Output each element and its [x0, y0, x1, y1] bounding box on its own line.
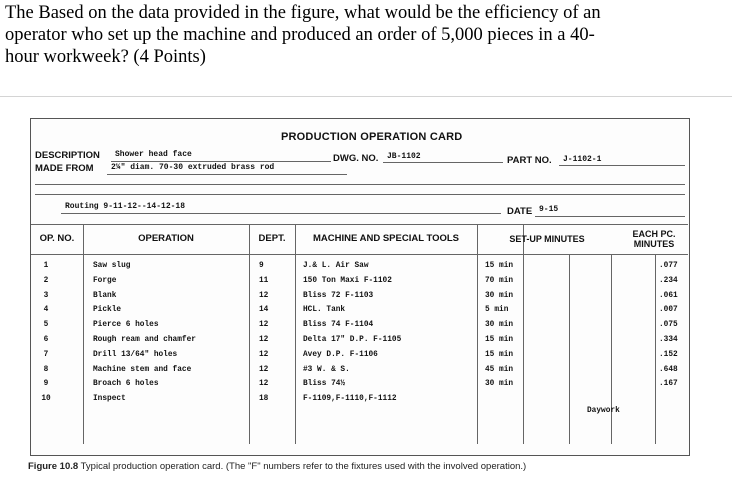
- cell-operation: Pierce 6 holes: [93, 321, 159, 330]
- card-title: PRODUCTION OPERATION CARD: [281, 131, 463, 143]
- cell-dept: 14: [259, 306, 269, 315]
- cell-dept: 18: [259, 395, 269, 404]
- cell-operation: Pickle: [93, 306, 122, 315]
- cell-each: .167: [659, 380, 678, 389]
- cell-operation: Broach 6 holes: [93, 380, 159, 389]
- cell-each: .061: [659, 291, 678, 300]
- question-text: The Based on the data provided in the figure, what would be the efficiency of an operator who set up the machine and produced an order of 5,000 pieces in a 40-hour workweek? (4 Points): [5, 3, 601, 67]
- date-label: DATE: [507, 206, 533, 217]
- table-row: [31, 290, 688, 305]
- cell-setup: 30 min: [485, 291, 514, 300]
- cell-operation: Drill 13/64" holes: [93, 350, 178, 359]
- header-dept: DEPT.: [258, 233, 286, 244]
- cell-setup: 15 min: [485, 336, 514, 344]
- cell-dept: 12: [259, 365, 269, 374]
- cell-dept: 12: [259, 336, 269, 344]
- cell-machine: Bliss 72 F-1103: [303, 291, 374, 300]
- cell-operation: Saw slug: [93, 262, 131, 270]
- cell-machine: HCL. Tank: [303, 306, 346, 315]
- cell-op: 3: [43, 291, 49, 300]
- cell-op: 9: [43, 380, 49, 389]
- table-row: [31, 319, 688, 334]
- cell-operation: Inspect: [93, 395, 126, 404]
- cell-machine: 150 Ton Maxi F-1102: [303, 276, 392, 285]
- table-row: [31, 260, 688, 275]
- cell-op: 4: [43, 306, 49, 315]
- figure-caption: [28, 461, 628, 473]
- table-row: [31, 275, 688, 290]
- cell-setup: 30 min: [485, 321, 514, 330]
- part-label: PART NO.: [507, 155, 552, 166]
- made-from-value: 2¼" diam. 70-30 extruded brass rod: [111, 163, 275, 172]
- cell-each: .234: [659, 276, 678, 285]
- cell-machine: Avey D.P. F-1106: [303, 350, 378, 359]
- cell-dept: 12: [259, 350, 269, 359]
- part-value: J-1102-1: [563, 155, 602, 164]
- header-setup: SET-UP MINUTES: [509, 234, 585, 244]
- cell-setup: 30 min: [485, 380, 514, 389]
- cell-operation: Rough ream and chamfer: [93, 336, 196, 344]
- cell-each: .077: [659, 262, 678, 270]
- cell-setup: 70 min: [485, 276, 514, 285]
- cell-op: 2: [43, 276, 49, 285]
- cell-setup: 45 min: [485, 365, 514, 374]
- table-row: [31, 364, 688, 379]
- header-op-no: OP. NO.: [39, 233, 75, 244]
- figure-label: Figure 10.8: [28, 461, 79, 472]
- table-row: [31, 393, 688, 408]
- cell-dept: 12: [259, 291, 269, 300]
- date-value: 9-15: [539, 205, 559, 214]
- description-label: DESCRIPTION: [35, 150, 100, 161]
- dwg-label: DWG. NO.: [333, 153, 379, 164]
- daywork-note: Daywork: [587, 407, 620, 415]
- cell-operation: Machine stem and face: [93, 365, 192, 374]
- divider: [0, 96, 732, 97]
- cell-machine: #3 W. & S.: [303, 365, 350, 374]
- cell-dept: 12: [259, 380, 269, 389]
- cell-machine: Bliss 74 F-1104: [303, 321, 374, 330]
- cell-machine: Bliss 74½: [303, 380, 346, 389]
- cell-op: 7: [43, 350, 49, 359]
- routing: Routing 9-11-12--14-12-18: [65, 202, 186, 211]
- cell-each: .334: [659, 336, 678, 344]
- table-row: [31, 349, 688, 364]
- header-operation: OPERATION: [138, 233, 194, 244]
- cell-operation: Forge: [93, 276, 117, 285]
- cell-setup: 5 min: [485, 306, 509, 315]
- cell-op: 5: [43, 321, 49, 330]
- dwg-value: JB-1102: [387, 152, 421, 161]
- figure-caption-text: Typical production operation card. (The "F" numbers refer to the fixtures used with the involved operation.): [80, 461, 527, 472]
- cell-each: .075: [659, 321, 678, 330]
- made-from-label: MADE FROM: [35, 163, 94, 174]
- header-machine: MACHINE AND SPECIAL TOOLS: [312, 233, 460, 244]
- cell-machine: J.& L. Air Saw: [303, 262, 369, 270]
- cell-dept: 9: [259, 262, 264, 270]
- cell-machine: F-1109,F-1110,F-1112: [303, 395, 397, 404]
- production-operation-card: [30, 118, 690, 456]
- cell-op: 8: [43, 365, 49, 374]
- cell-setup: 15 min: [485, 262, 514, 270]
- cell-setup: 15 min: [485, 350, 514, 359]
- cell-op: 1: [43, 262, 49, 270]
- table-row: [31, 304, 688, 319]
- cell-each: .007: [659, 306, 678, 315]
- description-value: Shower head face: [115, 150, 192, 159]
- table-row: [31, 334, 688, 349]
- cell-machine: Delta 17" D.P. F-1105: [303, 336, 402, 344]
- cell-dept: 11: [259, 276, 269, 285]
- cell-dept: 12: [259, 321, 269, 330]
- cell-op: 10: [41, 395, 51, 404]
- cell-op: 6: [43, 336, 49, 344]
- header-each: EACH PC. MINUTES: [632, 229, 676, 249]
- cell-each: .648: [659, 365, 678, 374]
- table-row: [31, 378, 688, 393]
- cell-operation: Blank: [93, 291, 117, 300]
- cell-each: .152: [659, 350, 678, 359]
